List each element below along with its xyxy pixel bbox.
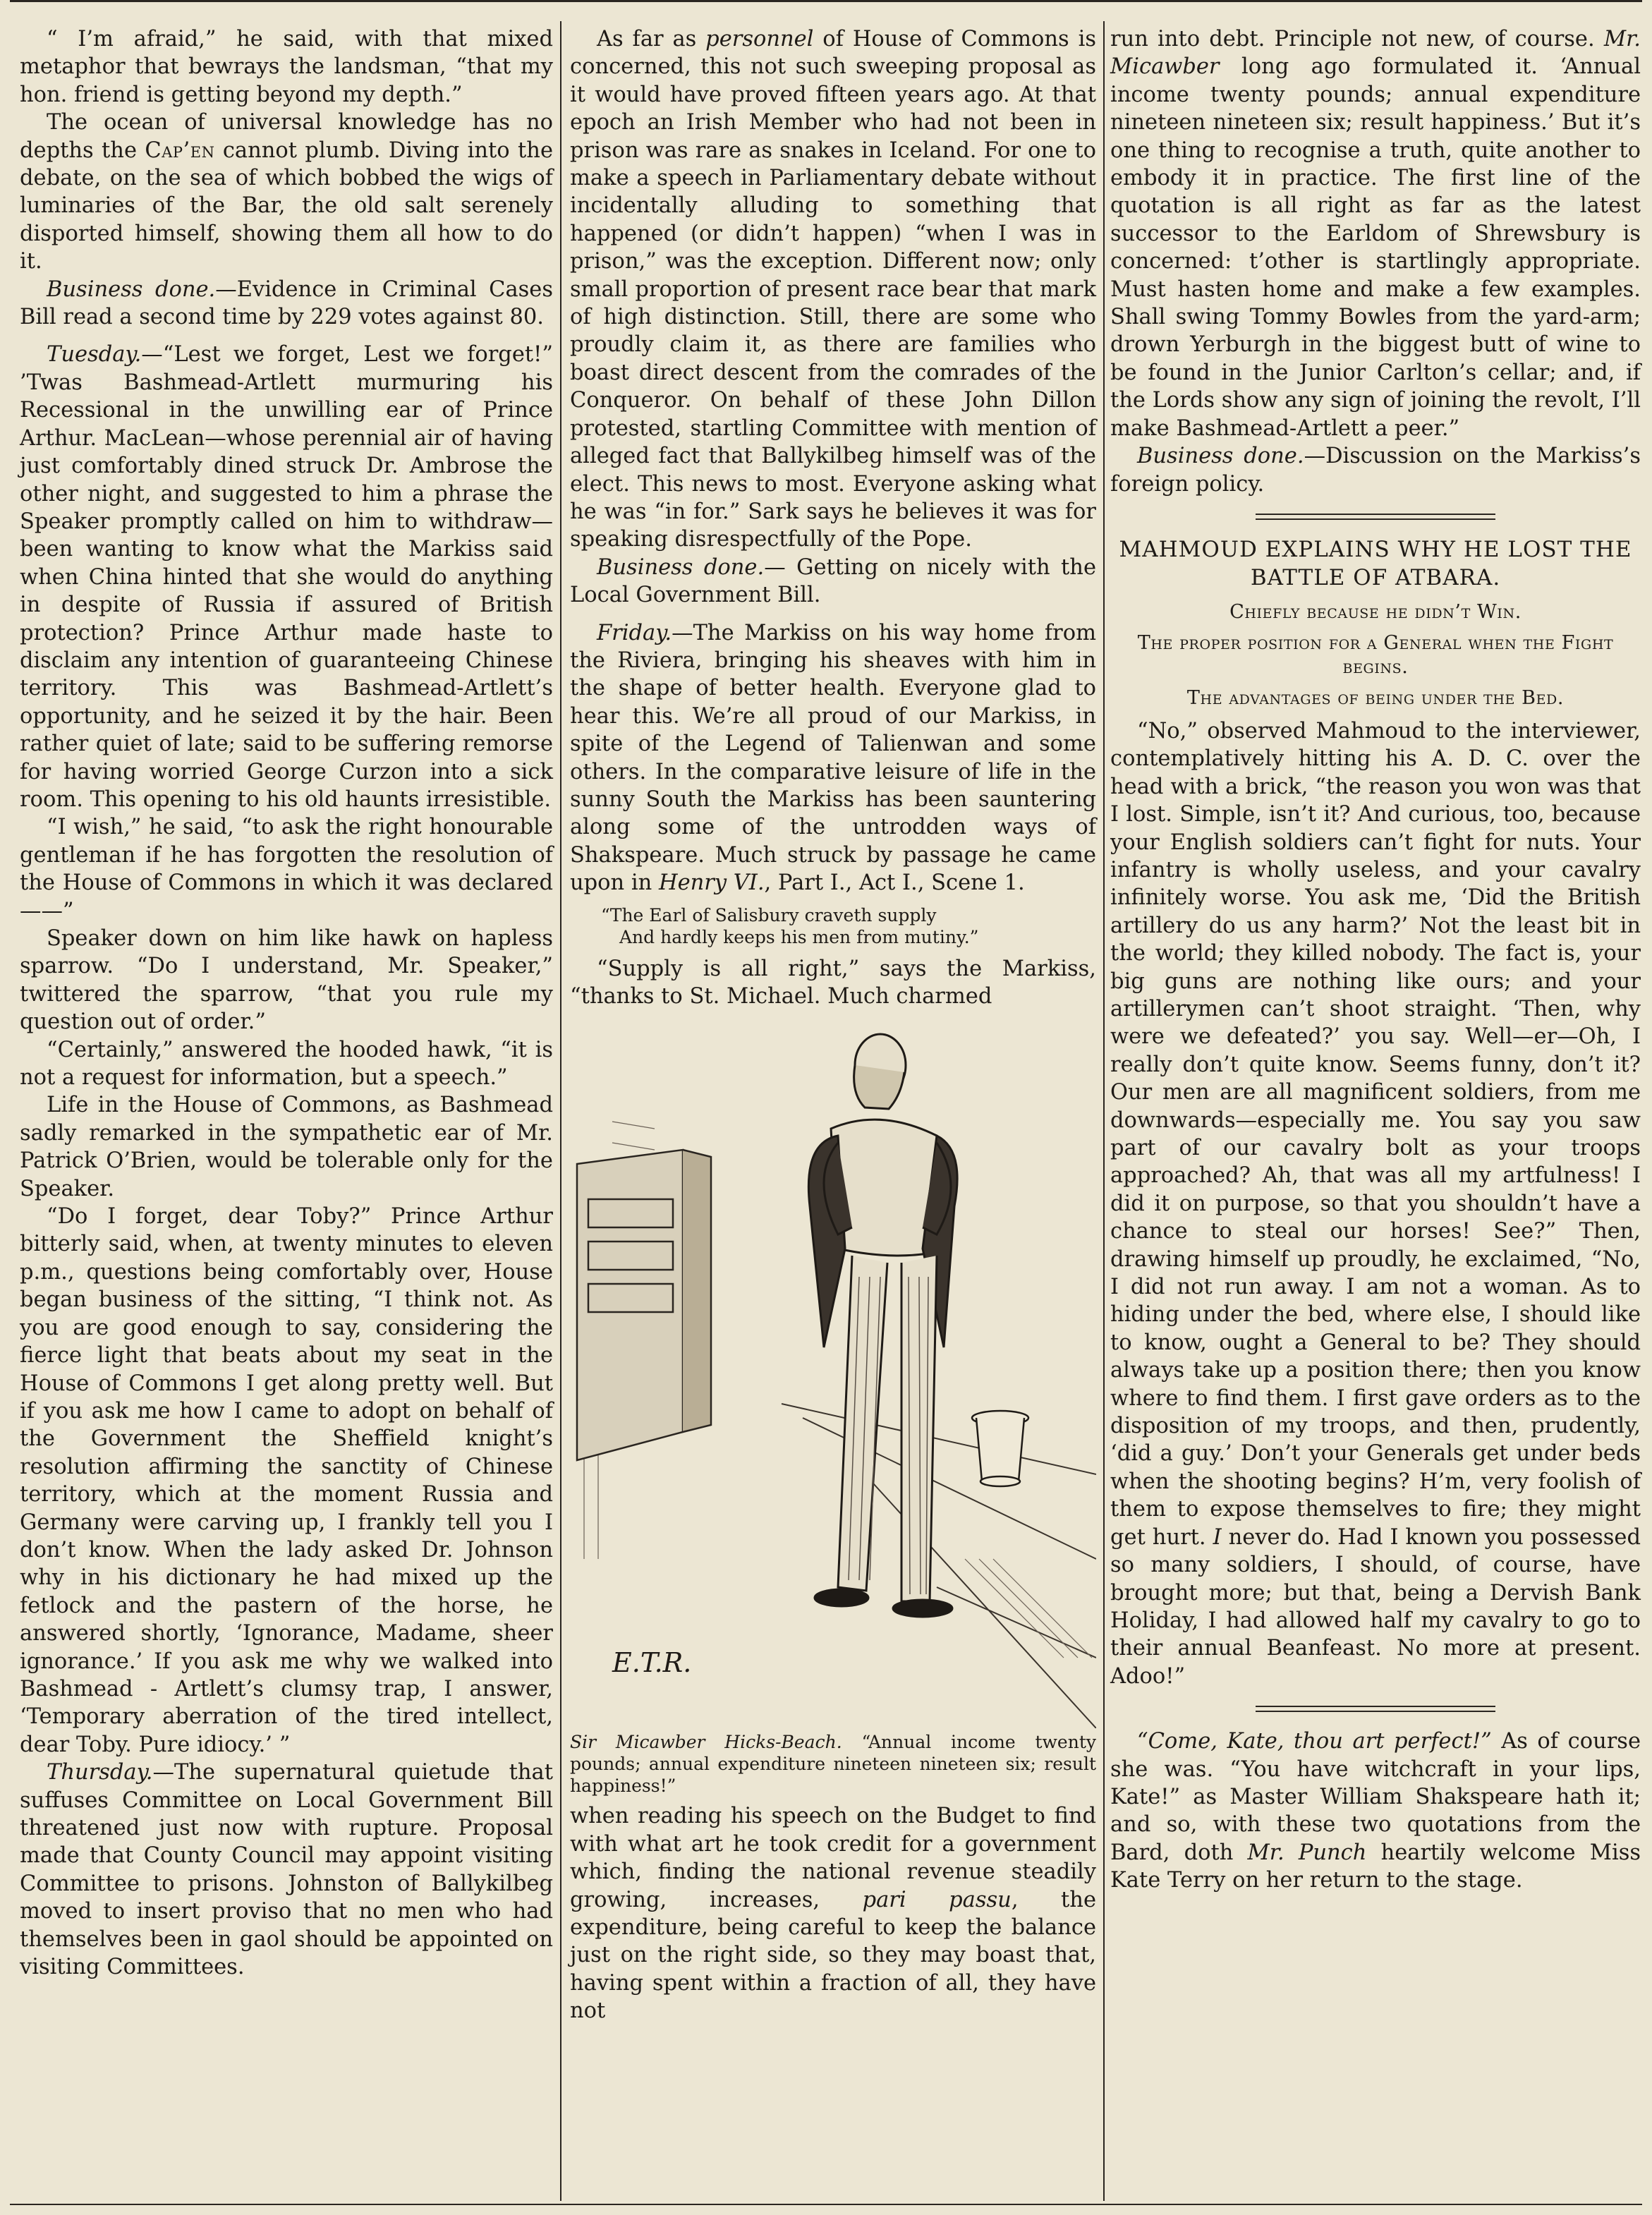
cartoon-drawing bbox=[570, 1023, 1096, 1728]
paragraph: run into debt. Principle not new, of course. Mr. Micawber long ago formulated it. ‘Annual income twenty pounds; annual expenditure nineteen nineteen six; result happiness.’ But it’s one thing to recognise a truth, quite another to embody it in practice. The first line of the quotation is all right as far as the latest successor to the Earldom of Shrewsbury is concerned: t’other is startlingly appropriate. Must hasten home and make a few examples. Shall swing Tommy Bowles from the yard-arm; drown Yerburgh in the biggest butt of wine to be found in the Junior Carlton’s cellar; and, if the Lords show any sign of joining the revolt, I’ll make Bashmead-Artlett a peer.” bbox=[1110, 27, 1641, 441]
column-middle bbox=[570, 25, 1096, 2194]
paragraph-thursday: Thursday.—The supernatural quietude that suffuses Committee on Local Government Bill threatened just now with rupture. Proposal made that County Council may appoint visiting Committee to prisons. Johnston of Ballykilbeg moved to insert proviso that no men who had themselves been in gaol should be appointed on visiting Committees. bbox=[20, 1760, 553, 1980]
section-divider bbox=[1256, 1706, 1495, 1712]
column-left bbox=[20, 25, 553, 2194]
column-divider bbox=[1103, 21, 1105, 2201]
paragraph: The ocean of universal knowledge has no depths the Cap’en cannot plumb. Diving into the debate, on the sea of which bobbed the wigs of luminaries of the Bar, the old salt serenely disported himself, showing them all how to do it. bbox=[20, 110, 553, 274]
paragraph: Life in the House of Commons, as Bashmead sadly remarked in the sympathetic ear of Mr. Patrick O’Brien, would be tolerable only for the Speaker. bbox=[20, 1093, 553, 1201]
subheading: The proper position for a General when the Fight begins. bbox=[1137, 631, 1614, 678]
subheading: The advantages of being under the Bed. bbox=[1186, 686, 1565, 709]
paragraph: “Certainly,” answered the hooded hawk, “it is not a request for information, but a speech.” bbox=[20, 1037, 553, 1091]
paragraph: “Do I forget, dear Toby?” Prince Arthur bitterly said, when, at twenty minutes to eleven p.m., questions being comfortably over, House began business of the sitting, “I think not. As you are good enough to say, considering the fierce light that beats about my seat in the House of Commons I get along pretty well. But if you ask me how I came to adopt on behalf of the Government the Sheffield knight’s resolution affirming the sanctity of Chinese territory, which at the moment Russia and Germany were carving up, I frankly tell you I don’t know. When the lady asked Dr. Johnson why in his dictionary he had mixed up the fetlock and the pastern of the horse, he answered shortly, ‘Ignorance, Madame, sheer ignorance.’ If you ask me why we walked into Bashmead - Artlett’s clumsy trap, I answer, ‘Temporary aberration of the tired intellect, dear Toby. Pure idiocy.’ ” bbox=[20, 1204, 553, 1757]
paragraph: when reading his speech on the Budget to find with what art he took credit for a government which, finding the national revenue steadily growing, increases, pari passu, the expenditure, being careful to keep the balance just on the right side, so they may boast that, having spent within a fraction of all, they have not bbox=[570, 1804, 1096, 2024]
paragraph-friday: Friday.—The Markiss on his way home from the Riviera, bringing his sheaves with him in the shape of better health. Everyone glad to hear this. We’re all proud of our Markiss, in spite of the Legend of Talienwan and some others. In the comparative leisure of life in the sunny South the Markiss has been sauntering along some of the untrodden ways of Shakspeare. Much struck by passage he came upon in Henry VI., Part I., Act I., Scene 1. bbox=[570, 620, 1096, 896]
business-done: Business done.—Evidence in Criminal Cases Bill read a second time by 229 votes against 80. bbox=[20, 277, 553, 330]
business-done: Business done.—Discussion on the Markiss’s foreign policy. bbox=[1110, 444, 1641, 497]
section-divider bbox=[1256, 514, 1495, 520]
subheading: Chiefly because he didn’t Win. bbox=[1229, 600, 1522, 623]
paragraph: “I wish,” he said, “to ask the right honourable gentleman if he has forgotten the resolution of the House of Commons in which it was declared——” bbox=[20, 815, 553, 923]
column-divider bbox=[560, 21, 561, 2201]
paragraph: Speaker down on him like hawk on hapless sparrow. “Do I understand, Mr. Speaker,” twittered the sparrow, “that you rule my question out of order.” bbox=[20, 926, 553, 1035]
paragraph: “ I’m afraid,” he said, with that mixed metaphor that bewrays the landsman, “that my hon. friend is getting beyond my depth.” bbox=[20, 27, 553, 107]
paragraph: As far as personnel of House of Commons is concerned, this not such sweeping proposal as it would have proved fifteen years ago. At that epoch an Irish Member who had not been in prison was rare as snakes in Iceland. For one to make a speech in Parliamentary debate without incidentally alluding to something that happened (or didn’t happen) “when I was in prison,” was the exception. Different now; only small proportion of present race bear that mark of high distinction. Still, there are some who proudly claim it, as there are families who boast direct descent from the comrades of the Conqueror. On behalf of these John Dillon protested, startling Committee with mention of alleged fact that Ballykilbeg himself was of the elect. This news to most. Everyone asking what he was “in for.” Sark says he believes it was for speaking disrespectfully of the Pope. bbox=[570, 27, 1096, 552]
cartoon-caption: Sir Micawber Hicks-Beach. “Annual income twenty pounds; annual expenditure nineteen nineteen six; result happiness!” bbox=[570, 1732, 1096, 1797]
bottom-rule bbox=[10, 2204, 1642, 2205]
top-rule bbox=[10, 0, 1642, 8]
artist-signature: E.T.R. bbox=[612, 1647, 692, 1679]
paragraph-tuesday: Tuesday.—“Lest we forget, Lest we forget!” ’Twas Bashmead-Artlett murmuring his Recessional in the unwilling ear of Prince Arthur. MacLean—whose perennial air of having just comfortably dined struck Dr. Ambrose the other night, and suggested to him a phrase the Speaker promptly called on him to withdraw—been wanting to know what the Markiss said when China hinted that she would do anything in despite of Russia if assured of British protection? Prince Arthur made haste to disclaim any intention of guaranteeing Chinese territory. This was Bashmead-Artlett’s opportunity, and he seized it by the hair. Been rather quiet of late; said to be suffering remorse for having worried George Curzon into a sick room. This opening to his old haunts irresistible. bbox=[20, 342, 553, 812]
column-right bbox=[1110, 25, 1641, 2194]
paragraph: “No,” observed Mahmoud to the interviewer, contemplatively hitting his A. D. C. over the head with a brick, “the reason you won was that I lost. Simple, isn’t it? And curious, too, because your English soldiers can’t fight for nuts. Your infantry is wholly useless, and your cavalry infinitely worse. You ask me, ‘Did the British artillery do us any harm?’ Not the least bit in the world; they killed nobody. The fact is, your big guns are nothing like ours; and your artillerymen can’t shoot straight. ‘Then, why were we defeated?’ you say. Well—er—Oh, I really don’t quite know. Seems funny, don’t it? Our men are all magnificent soldiers, from me downwards—especially me. You say you saw part of our cavalry bolt as your troops approached? Ah, that was all my artfulness! I did it on purpose, so that you shouldn’t have a chance to steal our horses! See?” Then, drawing himself up proudly, he exclaimed, “No, I did not run away. I am not a woman. As to hiding under the bed, where else, I should like to know, ought a General to be? They should always take up a position there; then you know where to find them. I first gave orders as to the disposition of my troops, and then, prudently, ‘did a guy.’ Don’t your Generals get under beds when the shooting begins? H’m, very foolish of them to expose themselves to fire; they might get hurt. I never do. Had I known you possessed so many soldiers, I should, of course, have brought more; but that, being a Dervish Bank Holiday, I had allowed half my cavalry to go to their annual Beanfeast. No more at present. Adoo!” bbox=[1110, 718, 1641, 1689]
business-done: Business done.— Getting on nicely with the Local Government Bill. bbox=[570, 554, 1096, 608]
shakespeare-quote: “The Earl of Salisbury craveth supply And hardly keeps his men from mutiny.” bbox=[601, 904, 979, 947]
article-headline: MAHMOUD EXPLAINS WHY HE LOST THE BATTLE OF ATBARA. bbox=[1119, 536, 1632, 590]
paragraph: “Supply is all right,” says the Markiss, “thanks to St. Michael. Much charmed bbox=[570, 956, 1096, 1009]
cartoon-illustration bbox=[570, 1023, 1096, 1797]
paragraph: “Come, Kate, thou art perfect!” As of course she was. “You have witchcraft in your lips, Kate!” as Master William Shakspeare hath it; and so, with these two quotations from the Bard, doth Mr. Punch heartily welcome Miss Kate Terry on her return to the stage. bbox=[1110, 1729, 1641, 1893]
